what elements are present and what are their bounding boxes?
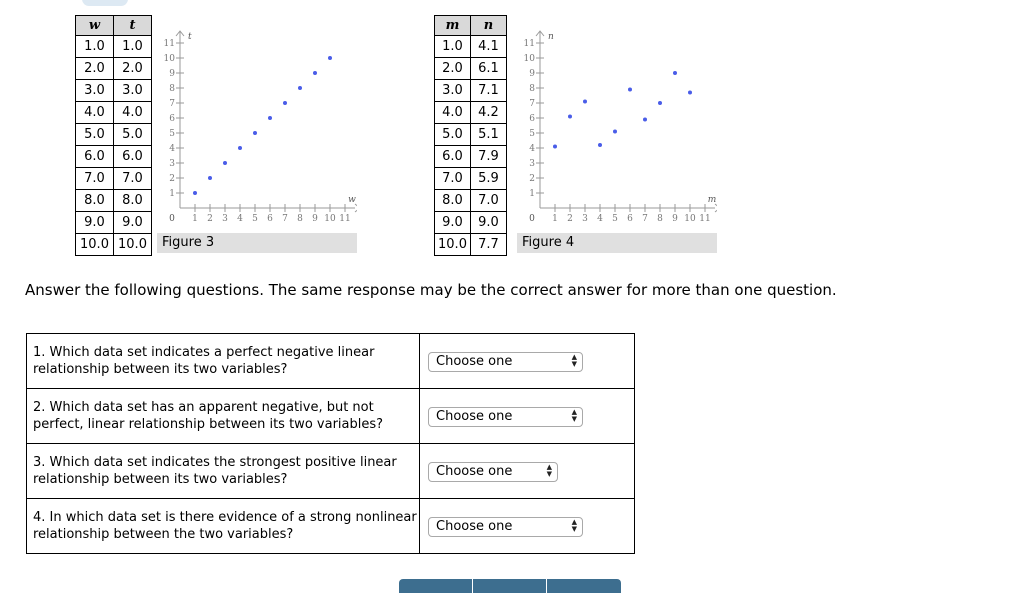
question-row-4 — [27, 499, 635, 554]
data-point — [328, 56, 332, 60]
figure3-col-t: t — [114, 16, 152, 36]
data-point — [658, 101, 662, 105]
figure3-scatter-plot — [157, 25, 357, 225]
data-point — [583, 100, 587, 104]
data-point — [553, 145, 557, 149]
questions-table — [26, 333, 635, 554]
x-tick-label: 1 — [192, 214, 198, 224]
figure4-cell: 10.0 — [435, 234, 471, 256]
y-tick-label: 3 — [169, 159, 175, 169]
y-tick-label: 8 — [169, 84, 175, 94]
x-tick-label: 10 — [684, 214, 696, 224]
figure4-cell: 6.1 — [471, 58, 507, 80]
figure3-row — [76, 212, 152, 234]
figure3-cell: 9.0 — [76, 212, 114, 234]
x-tick-label: 6 — [627, 214, 633, 224]
question-1-text: 1. Which data set indicates a perfect negative linear relationship between its two variables? — [27, 334, 420, 389]
x-tick-label: 9 — [672, 214, 678, 224]
figure4-row — [435, 80, 507, 102]
figure4-row — [435, 234, 507, 256]
x-tick-label: 9 — [312, 214, 318, 224]
figure3-cell: 3.0 — [76, 80, 114, 102]
figure3-data-table — [75, 15, 152, 256]
instructions-text: Answer the following questions. The same response may be the correct answer for more than one question. — [25, 281, 837, 299]
x-tick-label: 7 — [642, 214, 648, 224]
data-point — [628, 88, 632, 92]
question-row-3 — [27, 444, 635, 499]
y-tick-label: 5 — [529, 129, 535, 139]
data-point — [208, 176, 212, 180]
figure3-cell: 6.0 — [114, 146, 152, 168]
data-point — [613, 130, 617, 134]
figure3-cell: 3.0 — [114, 80, 152, 102]
question-2-text: 2. Which data set has an apparent negative, but not perfect, linear relationship between its two variables? — [27, 389, 420, 444]
figure4-cell: 4.2 — [471, 102, 507, 124]
y-tick-label: 3 — [529, 159, 535, 169]
x-tick-label: 8 — [297, 214, 303, 224]
x-tick-label: 2 — [207, 214, 213, 224]
figure4-cell: 9.0 — [435, 212, 471, 234]
y-tick-label: 10 — [163, 54, 175, 64]
figure3-row — [76, 146, 152, 168]
y-tick-label: 2 — [529, 174, 535, 184]
x-tick-label: 3 — [222, 214, 228, 224]
x-tick-label: 7 — [282, 214, 288, 224]
figure3-cell: 6.0 — [76, 146, 114, 168]
figure3-cell: 7.0 — [76, 168, 114, 190]
figure4-cell: 5.0 — [435, 124, 471, 146]
button-divider — [546, 579, 547, 593]
select-arrows-icon: ▲ ▼ — [571, 408, 577, 423]
x-axis-arrow-icon — [355, 204, 357, 212]
figure3-cell: 7.0 — [114, 168, 152, 190]
question-row-1 — [27, 334, 635, 389]
figure4-cell: 4.0 — [435, 102, 471, 124]
data-point — [223, 161, 227, 165]
figure3-row — [76, 234, 152, 256]
select-arrows-icon: ▲ ▼ — [571, 353, 577, 368]
figure3-caption: Figure 3 — [157, 233, 357, 253]
origin-label: 0 — [529, 214, 535, 224]
y-tick-label: 6 — [169, 114, 175, 124]
figure4-header-row — [435, 16, 507, 36]
figure4-row — [435, 124, 507, 146]
question-3-text: 3. Which data set indicates the strongest positive linear relationship between its two variables? — [27, 444, 420, 499]
data-point — [313, 71, 317, 75]
data-point — [673, 71, 677, 75]
figure3-cell: 4.0 — [114, 102, 152, 124]
figure4-row — [435, 146, 507, 168]
x-axis-arrow-icon — [715, 204, 717, 212]
figure4-row — [435, 58, 507, 80]
figure4-cell: 7.9 — [471, 146, 507, 168]
figure4-cell: 7.0 — [435, 168, 471, 190]
figure4-cell: 8.0 — [435, 190, 471, 212]
figure4-cell: 4.1 — [471, 36, 507, 58]
question-1-select-value: Choose one — [436, 354, 513, 369]
figure4-cell: 7.1 — [471, 80, 507, 102]
figure3-row — [76, 36, 152, 58]
data-point — [268, 116, 272, 120]
figure3-cell: 5.0 — [76, 124, 114, 146]
figure3-row — [76, 124, 152, 146]
y-tick-label: 6 — [529, 114, 535, 124]
bottom-action-buttons[interactable] — [399, 579, 621, 593]
x-tick-label: 6 — [267, 214, 273, 224]
figure4-cell: 6.0 — [435, 146, 471, 168]
figure3-row — [76, 102, 152, 124]
figure4-cell: 2.0 — [435, 58, 471, 80]
figure4-cell: 7.7 — [471, 234, 507, 256]
figure4-cell: 9.0 — [471, 212, 507, 234]
x-tick-label: 8 — [657, 214, 663, 224]
y-tick-label: 10 — [523, 54, 535, 64]
x-tick-label: 1 — [552, 214, 558, 224]
figure4-cell: 3.0 — [435, 80, 471, 102]
select-arrows-icon: ▲ ▼ — [546, 463, 552, 478]
x-tick-label: 4 — [237, 214, 243, 224]
y-tick-label: 2 — [169, 174, 175, 184]
y-tick-label: 9 — [529, 69, 535, 79]
question-2-answer-cell — [420, 389, 635, 444]
question-2-select-value: Choose one — [436, 409, 513, 424]
select-arrows-icon: ▲ ▼ — [571, 518, 577, 533]
x-tick-label: 4 — [597, 214, 603, 224]
figure4-col-m: m — [435, 16, 471, 36]
figure3-cell: 5.0 — [114, 124, 152, 146]
figure3-row — [76, 168, 152, 190]
question-4-text: 4. In which data set is there evidence of a strong nonlinear relationship between the two variables? — [27, 499, 420, 554]
figure4-row — [435, 212, 507, 234]
y-tick-label: 7 — [529, 99, 535, 109]
figure3-cell: 9.0 — [114, 212, 152, 234]
figure3-cell: 2.0 — [114, 58, 152, 80]
y-tick-label: 4 — [169, 144, 175, 154]
figure4-caption: Figure 4 — [517, 233, 717, 253]
figure4-cell: 1.0 — [435, 36, 471, 58]
figure3-cell: 10.0 — [76, 234, 114, 256]
figure4-col-n: n — [471, 16, 507, 36]
y-tick-label: 11 — [163, 39, 175, 49]
data-point — [643, 118, 647, 122]
question-1-select[interactable] — [428, 352, 583, 372]
figure3-col-w: w — [76, 16, 114, 36]
y-tick-label: 4 — [529, 144, 535, 154]
x-tick-label: 3 — [582, 214, 588, 224]
x-axis-label: m — [707, 195, 717, 205]
figure4-row — [435, 168, 507, 190]
x-tick-label: 10 — [324, 214, 336, 224]
figure3-cell: 8.0 — [114, 190, 152, 212]
data-point — [283, 101, 287, 105]
figure3-row — [76, 80, 152, 102]
data-point — [238, 146, 242, 150]
question-3-select[interactable] — [428, 462, 558, 482]
button-divider — [472, 579, 473, 593]
figure4-cell: 5.1 — [471, 124, 507, 146]
question-3-answer-cell — [420, 444, 635, 499]
figure3-cell: 1.0 — [114, 36, 152, 58]
y-axis-label: t — [188, 32, 192, 42]
figure3-cell: 8.0 — [76, 190, 114, 212]
x-tick-label: 5 — [252, 214, 258, 224]
data-point — [688, 91, 692, 95]
figure3-row — [76, 190, 152, 212]
y-tick-label: 11 — [523, 39, 535, 49]
y-tick-label: 5 — [169, 129, 175, 139]
data-point — [193, 191, 197, 195]
top-tab-pill — [82, 0, 128, 6]
data-point — [598, 143, 602, 147]
origin-label: 0 — [169, 214, 175, 224]
figure3-row — [76, 58, 152, 80]
data-point — [253, 131, 257, 135]
figure3-cell: 4.0 — [76, 102, 114, 124]
question-row-2 — [27, 389, 635, 444]
data-point — [568, 115, 572, 119]
y-axis-label: n — [548, 32, 554, 42]
figure4-cell: 7.0 — [471, 190, 507, 212]
y-tick-label: 9 — [169, 69, 175, 79]
y-tick-label: 1 — [169, 189, 175, 199]
figure4-cell: 5.9 — [471, 168, 507, 190]
question-3-select-value: Choose one — [436, 464, 513, 479]
y-tick-label: 7 — [169, 99, 175, 109]
figure4-scatter-plot — [517, 25, 717, 225]
figure4-row — [435, 190, 507, 212]
x-tick-label: 11 — [339, 214, 351, 224]
question-1-answer-cell — [420, 334, 635, 389]
question-4-select[interactable] — [428, 517, 583, 537]
x-axis-label: w — [348, 195, 356, 205]
figure3-header-row — [76, 16, 152, 36]
x-tick-label: 2 — [567, 214, 573, 224]
question-4-answer-cell — [420, 499, 635, 554]
question-2-select[interactable] — [428, 407, 583, 427]
figure3-cell: 1.0 — [76, 36, 114, 58]
y-tick-label: 1 — [529, 189, 535, 199]
figure4-data-table — [434, 15, 507, 256]
x-tick-label: 11 — [699, 214, 711, 224]
figure3-cell: 10.0 — [114, 234, 152, 256]
figure3-cell: 2.0 — [76, 58, 114, 80]
x-tick-label: 5 — [612, 214, 618, 224]
question-4-select-value: Choose one — [436, 519, 513, 534]
figure4-row — [435, 102, 507, 124]
figure4-row — [435, 36, 507, 58]
y-tick-label: 8 — [529, 84, 535, 94]
data-point — [298, 86, 302, 90]
